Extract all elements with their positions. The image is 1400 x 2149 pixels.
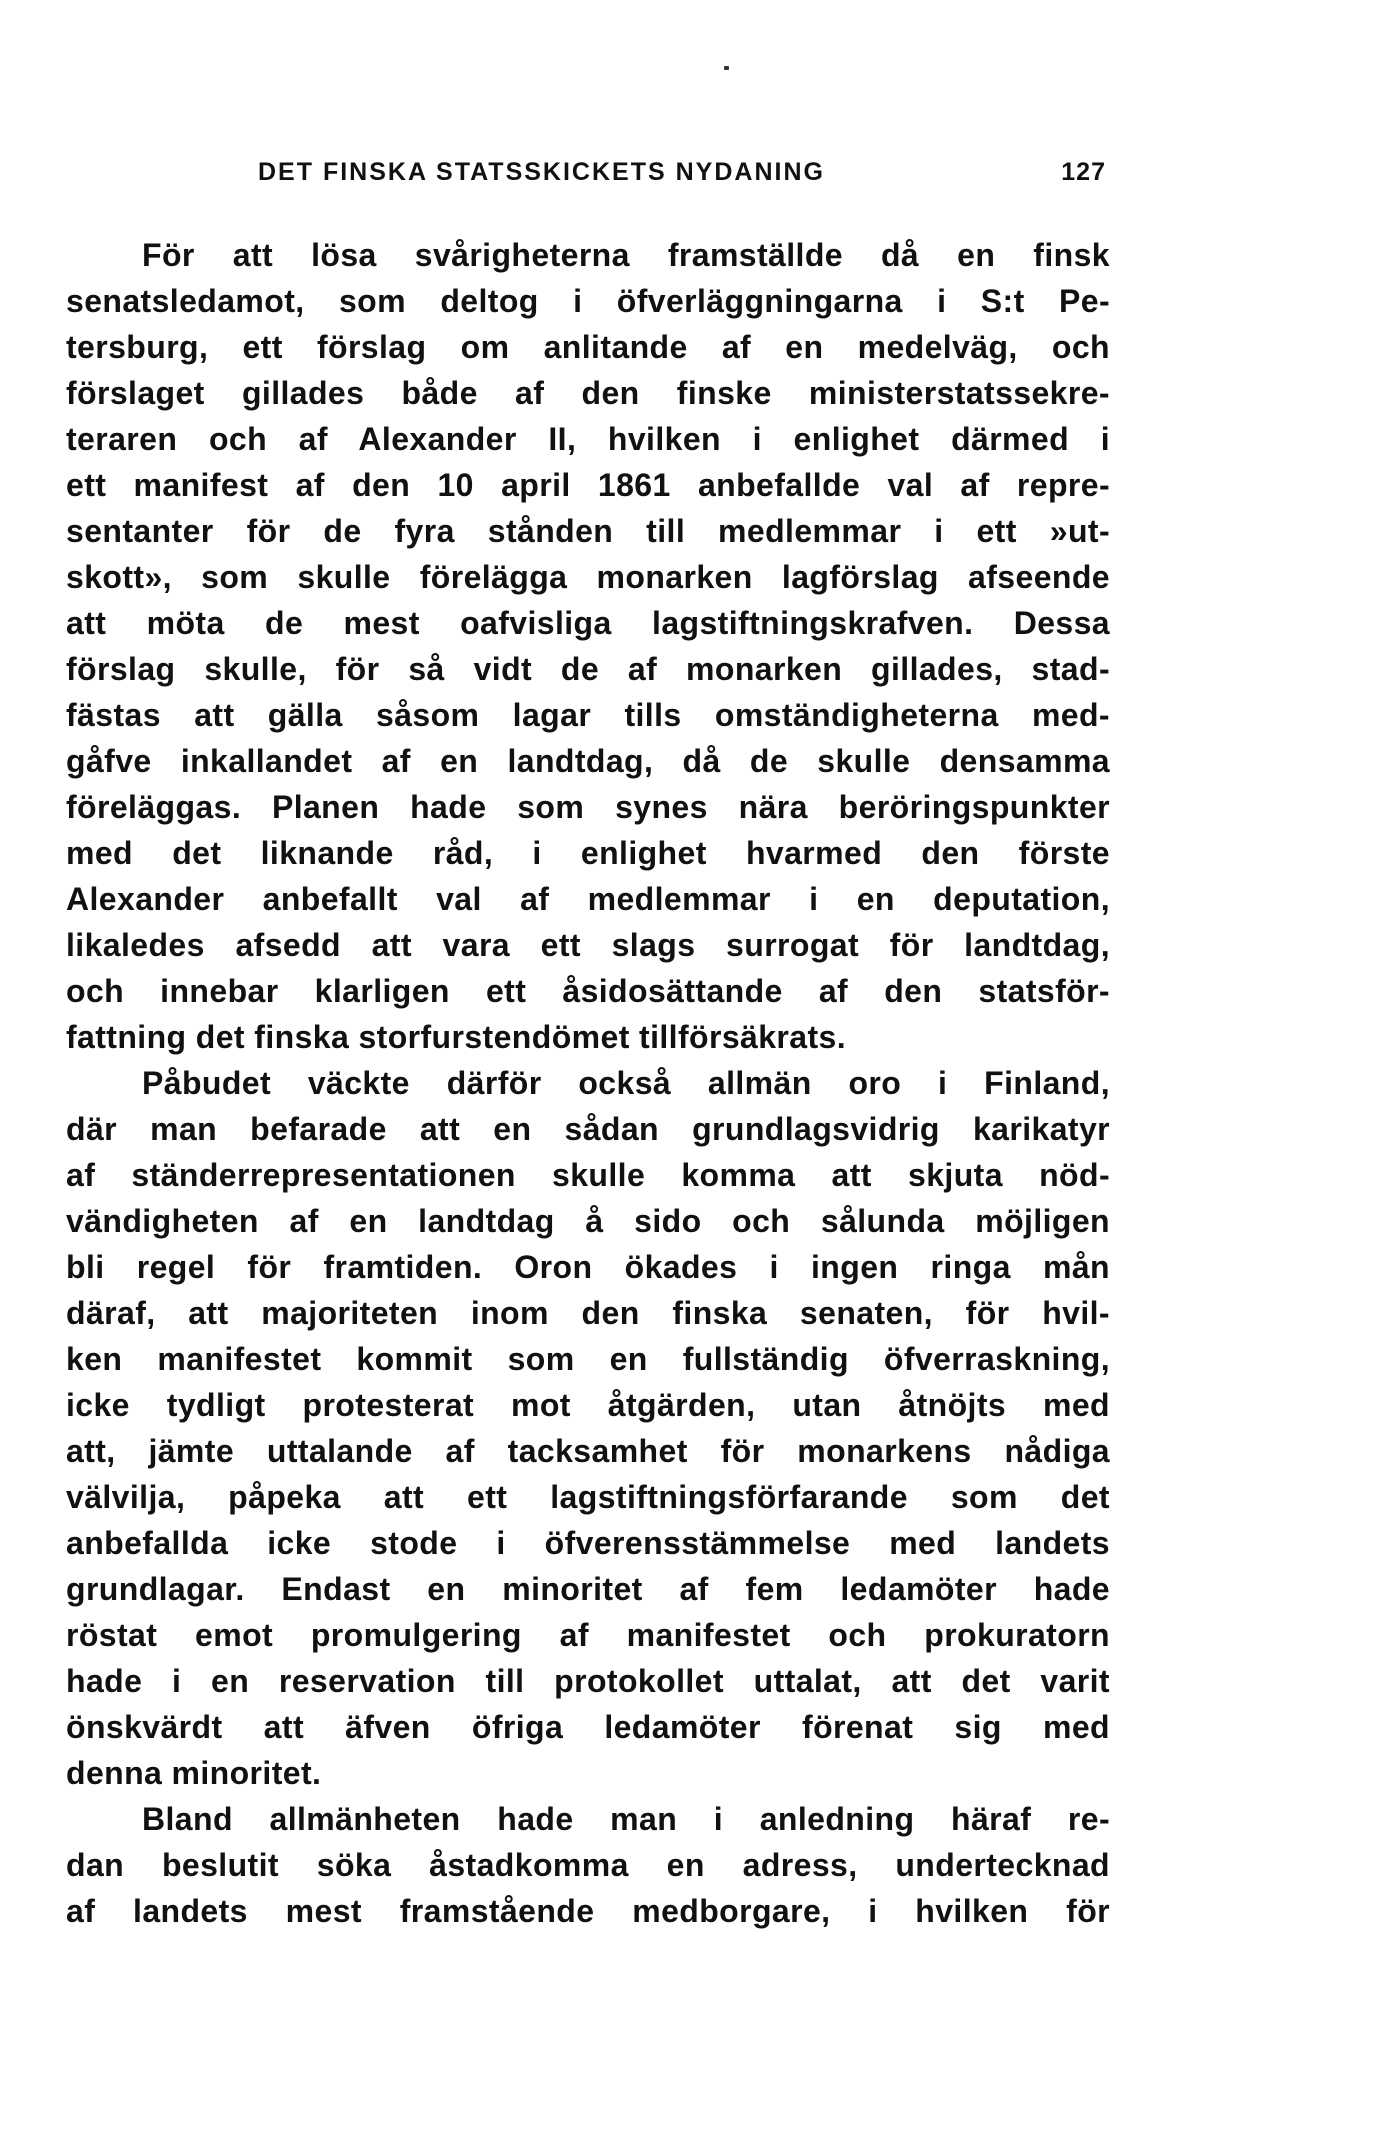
text-line: där man befarade att en sådan grundlagsvidrig karikatyr xyxy=(66,1111,1110,1147)
text-line: denna minoritet. xyxy=(66,1755,322,1791)
text-line: vändigheten af en landtdag å sido och sålunda möjligen xyxy=(66,1203,1110,1239)
text-line: önskvärdt att äfven öfriga ledamöter förenat sig med xyxy=(66,1709,1110,1745)
text-line: och innebar klarligen ett åsidosättande af den statsför- xyxy=(66,973,1110,1009)
text-line: med det liknande råd, i enlighet hvarmed den förste xyxy=(66,835,1110,871)
text-line: Påbudet väckte därför också allmän oro i Finland, xyxy=(142,1065,1110,1101)
text-line: sentanter för de fyra stånden till medlemmar i ett »ut- xyxy=(66,513,1110,549)
text-line: röstat emot promulgering af manifestet och prokuratorn xyxy=(66,1617,1110,1653)
text-line: af landets mest framstående medborgare, i hvilken för xyxy=(66,1893,1110,1929)
text-line: gåfve inkallandet af en landtdag, då de skulle densamma xyxy=(66,743,1110,779)
text-line: Alexander anbefallt val af medlemmar i en deputation, xyxy=(66,881,1110,917)
text-line: förslaget gillades både af den finske ministerstatssekre- xyxy=(66,375,1110,411)
text-line: fattning det finska storfurstendömet tillförsäkrats. xyxy=(66,1019,847,1055)
running-head-title: DET FINSKA STATSSKICKETS NYDANING xyxy=(258,158,825,186)
text-line: skott», som skulle förelägga monarken lagförslag afseende xyxy=(66,559,1110,595)
text-line: teraren och af Alexander II, hvilken i enlighet därmed i xyxy=(66,421,1110,457)
text-line: dan beslutit söka åstadkomma en adress, undertecknad xyxy=(66,1847,1110,1883)
text-line: ett manifest af den 10 april 1861 anbefallde val af repre- xyxy=(66,467,1110,503)
text-line: att möta de mest oafvisliga lagstiftningskrafven. Dessa xyxy=(66,605,1110,641)
body-text xyxy=(66,232,1110,1934)
text-line: att, jämte uttalande af tacksamhet för monarkens nådiga xyxy=(66,1433,1110,1469)
text-line: likaledes afsedd att vara ett slags surrogat för landtdag, xyxy=(66,927,1110,963)
text-line: af ständerrepresentationen skulle komma att skjuta nöd- xyxy=(66,1157,1110,1193)
text-line: föreläggas. Planen hade som synes nära beröringspunkter xyxy=(66,789,1110,825)
text-line: anbefallda icke stode i öfverensstämmelse med landets xyxy=(66,1525,1110,1561)
text-line: förslag skulle, för så vidt de af monarken gillades, stad- xyxy=(66,651,1110,687)
text-line: ken manifestet kommit som en fullständig öfverraskning, xyxy=(66,1341,1110,1377)
text-line: Bland allmänheten hade man i anledning häraf re- xyxy=(142,1801,1110,1837)
text-line: senatsledamot, som deltog i öfverläggningarna i S:t Pe- xyxy=(66,283,1110,319)
text-line: icke tydligt protesterat mot åtgärden, utan åtnöjts med xyxy=(66,1387,1110,1423)
text-line: grundlagar. Endast en minoritet af fem ledamöter hade xyxy=(66,1571,1110,1607)
running-head xyxy=(258,158,1106,198)
text-line: För att lösa svårigheterna framställde då en finsk xyxy=(142,237,1110,273)
text-line: tersburg, ett förslag om anlitande af en medelväg, och xyxy=(66,329,1110,365)
text-line: hade i en reservation till protokollet uttalat, att det varit xyxy=(66,1663,1110,1699)
print-speck xyxy=(724,66,729,70)
text-line: välvilja, påpeka att ett lagstiftningsförfarande som det xyxy=(66,1479,1110,1515)
page-number: 127 xyxy=(1061,158,1106,186)
text-line: bli regel för framtiden. Oron ökades i ingen ringa mån xyxy=(66,1249,1110,1285)
text-line: fästas att gälla såsom lagar tills omständigheterna med- xyxy=(66,697,1110,733)
text-line: däraf, att majoriteten inom den finska senaten, för hvil- xyxy=(66,1295,1110,1331)
